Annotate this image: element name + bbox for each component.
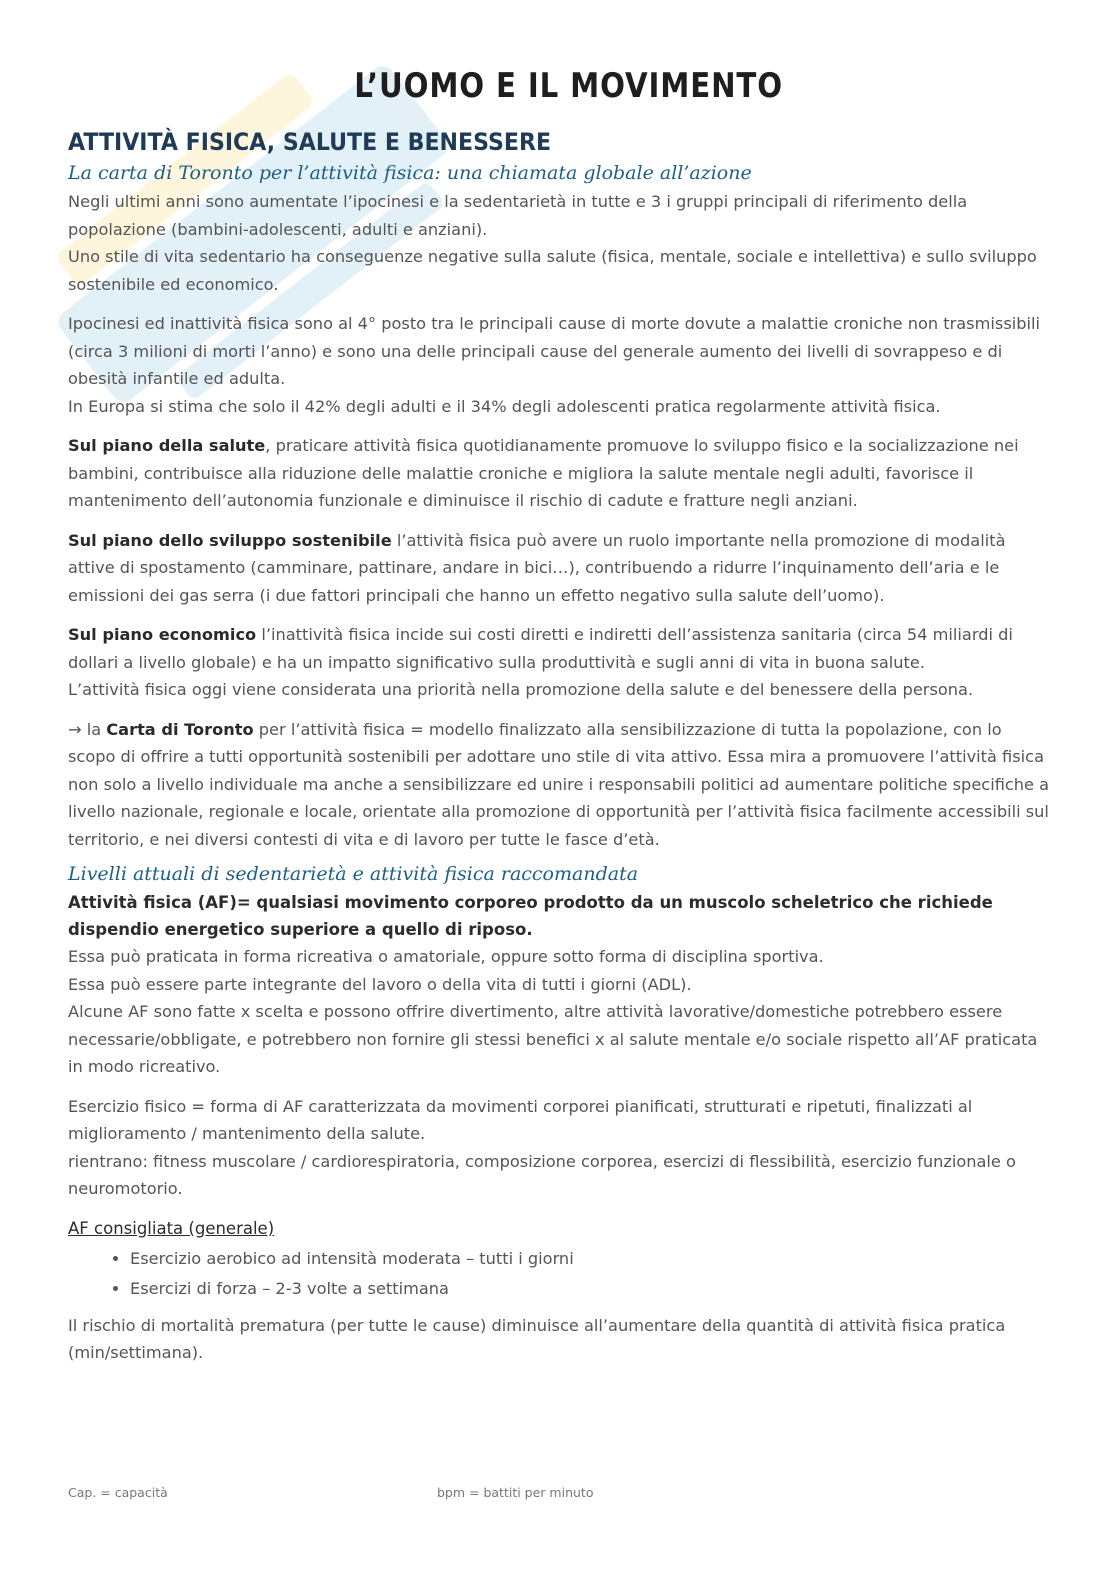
document-page	[68, 66, 1052, 1367]
text: rientrano: fitness muscolare / cardiorespiratoria, composizione corporea, esercizi di flessibilità, esercizio funzionale o neuromotorio.	[68, 1151, 1016, 1198]
text: Esercizio fisico = forma di AF caratterizzata da movimenti corporei pianificati, strutturati e ripetuti, finalizzati al miglioramento / mantenimento della salute.	[68, 1096, 973, 1143]
section-heading: ATTIVITÀ FISICA, SALUTE E BENESSERE	[68, 128, 552, 156]
arrow-icon: → la	[68, 719, 107, 739]
paragraph	[68, 527, 1052, 610]
paragraph	[68, 716, 1052, 854]
text: l’inattività fisica incide sui costi diretti e indiretti dell’assistenza sanitaria (circa 54 miliardi di dollari a livello globale) e ha un impatto significativo sulla produttività e sugli anni di vita in buona salute.	[68, 625, 1013, 672]
subsection-heading-levels: Livelli attuali di sedentarietà e attività fisica raccomandata	[68, 863, 639, 885]
paragraph	[68, 310, 1052, 420]
text: In Europa si stima che solo il 42% degli adulti e il 34% degli adolescenti pratica regolarmente attività fisica.	[68, 396, 941, 416]
text: per l’attività fisica = modello finalizzato alla sensibilizzazione di tutta la popolazione, con lo scopo di offrire a tutti opportunità sostenibili per adottare uno stile di vita attivo. Essa mira a promuovere l’attività fisica non solo a livello individuale ma anche a sensibilizzare ed unire i responsabili politici ad aumentare politiche specifiche a livello nazionale, regionale e locale, orientate alla promozione di opportunità per l’attività fisica facilmente accessibili sul territorio, e nei diversi contesti di vita e di lavoro per tutte le fasce d’età.	[68, 719, 1050, 849]
paragraph	[68, 943, 1052, 1081]
bold-lead: Carta di Toronto	[106, 719, 254, 739]
list-item: • Esercizi di forza – 2-3 volte a settimana	[130, 1274, 1052, 1304]
bold-lead: Sul piano della salute	[68, 436, 266, 455]
subsection-heading-toronto: La carta di Toronto per l’attività fisica: una chiamata globale all’azione	[68, 162, 752, 184]
paragraph	[68, 1093, 1052, 1203]
text: , praticare attività fisica quotidianamente promuove lo sviluppo fisico e la socializzazione nei bambini, contribuisce alla riduzione delle malattie croniche e migliora la salute mentale negli adulti, favorisce il mantenimento dell’autonomia funzionale e diminuisce il rischio di cadute e fratture negli anziani.	[68, 436, 1019, 510]
footer-left-note: Cap. = capacità	[68, 1485, 168, 1500]
document-title: L’UOMO E IL MOVIMENTO	[354, 66, 783, 106]
footer-center-note: bpm = battiti per minuto	[437, 1485, 594, 1500]
list-item: • Esercizio aerobico ad intensità moderata – tutti i giorni	[130, 1244, 1052, 1274]
definition: Attività fisica (AF)= qualsiasi movimento corporeo prodotto da un muscolo scheletrico che richiede dispendio energetico superiore a quello di riposo.	[68, 893, 993, 939]
bold-lead: Sul piano dello sviluppo sostenibile	[68, 530, 392, 550]
text: l’attività fisica può avere un ruolo importante nella promozione di modalità attive di spostamento (camminare, pattinare, andare in bici…), contribuendo a ridurre l’inquinamento dell’aria e le emissioni dei gas serra (i due fattori principali che hanno un effetto negativo sulla salute dell’uomo).	[68, 530, 1006, 605]
paragraph: Il rischio di mortalità prematura (per tutte le cause) diminuisce all’aumentare della quantità di attività fisica pratica (min/settimana).	[68, 1315, 1006, 1362]
af-list	[68, 1244, 1052, 1304]
text: Essa può essere parte integrante del lavoro o della vita di tutti i giorni (ADL).	[68, 974, 692, 994]
text: Alcune AF sono fatte x scelta e possono offrire divertimento, altre attività lavorative/domestiche potrebbero essere necessarie/obbligate, e potrebbero non fornire gli stessi benefici x al salute mentale e/o sociale rispetto all’AF praticata in modo ricreativo.	[68, 1002, 1038, 1076]
text: Uno stile di vita sedentario ha conseguenze negative sulla salute (fisica, mentale, sociale e intellettiva) e sullo sviluppo sostenibile ed economico.	[68, 247, 1037, 294]
af-recommended-heading: AF consigliata (generale)	[68, 1218, 275, 1238]
paragraph	[68, 432, 1052, 515]
paragraph	[68, 621, 1052, 704]
text: Essa può praticata in forma ricreativa o amatoriale, oppure sotto forma di disciplina sportiva.	[68, 947, 824, 966]
text: Ipocinesi ed inattività fisica sono al 4° posto tra le principali cause di morte dovute a malattie croniche non trasmissibili (circa 3 milioni di morti l’anno) e sono una delle principali cause del generale aumento dei livelli di sovrappeso e di obesità infantile ed adulta.	[68, 314, 1041, 388]
text: Negli ultimi anni sono aumentate l’ipocinesi e la sedentarietà in tutte e 3 i gruppi principali di riferimento della popolazione (bambini-adolescenti, adulti e anziani).	[68, 192, 968, 239]
text: L’attività fisica oggi viene considerata una priorità nella promozione della salute e del benessere della persona.	[68, 680, 974, 699]
bold-lead: Sul piano economico	[68, 625, 257, 644]
paragraph	[68, 188, 1052, 298]
